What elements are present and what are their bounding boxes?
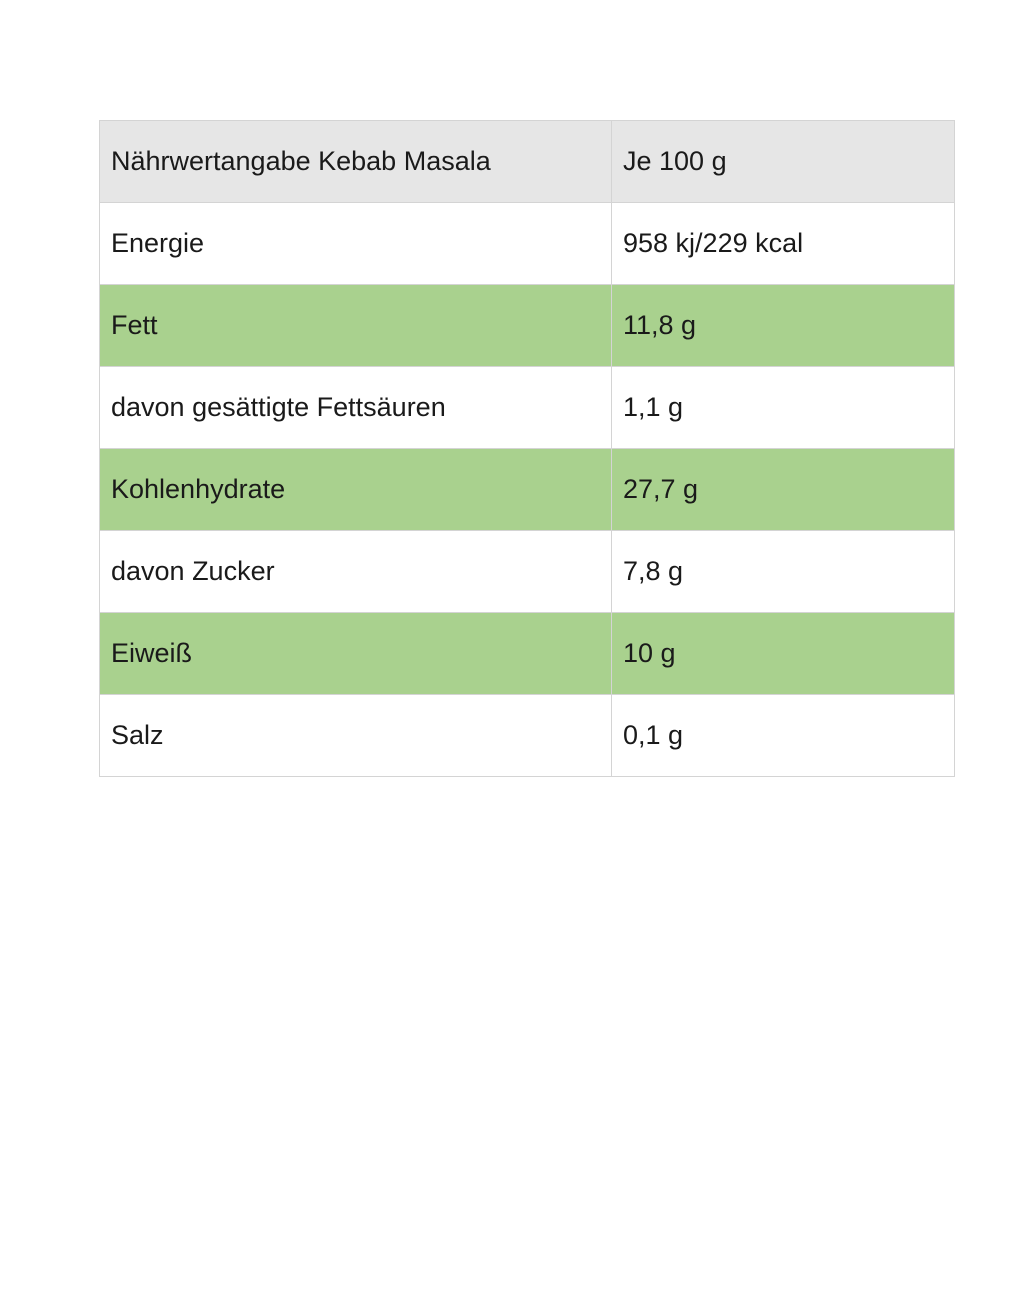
row-value-cell: 0,1 g — [612, 695, 955, 777]
nutrition-table — [99, 120, 955, 777]
row-label-cell: davon gesättigte Fettsäuren — [100, 367, 612, 449]
table-row-eiweiss — [100, 613, 955, 695]
header-label-cell: Nährwertangabe Kebab Masala — [100, 121, 612, 203]
row-label-cell: Salz — [100, 695, 612, 777]
header-value-cell: Je 100 g — [612, 121, 955, 203]
table-row-zucker — [100, 531, 955, 613]
row-label-cell: Energie — [100, 203, 612, 285]
table-header-row — [100, 121, 955, 203]
row-value-cell: 10 g — [612, 613, 955, 695]
table-row-kohlenhydrate — [100, 449, 955, 531]
table-row-energie — [100, 203, 955, 285]
row-label-cell: davon Zucker — [100, 531, 612, 613]
row-value-cell: 11,8 g — [612, 285, 955, 367]
row-value-cell: 7,8 g — [612, 531, 955, 613]
table-row-gesaettigte-fettsaeuren — [100, 367, 955, 449]
row-value-cell: 1,1 g — [612, 367, 955, 449]
row-value-cell: 27,7 g — [612, 449, 955, 531]
row-label-cell: Kohlenhydrate — [100, 449, 612, 531]
row-label-cell: Fett — [100, 285, 612, 367]
table-row-salz — [100, 695, 955, 777]
row-value-cell: 958 kj/229 kcal — [612, 203, 955, 285]
table-row-fett — [100, 285, 955, 367]
row-label-cell: Eiweiß — [100, 613, 612, 695]
